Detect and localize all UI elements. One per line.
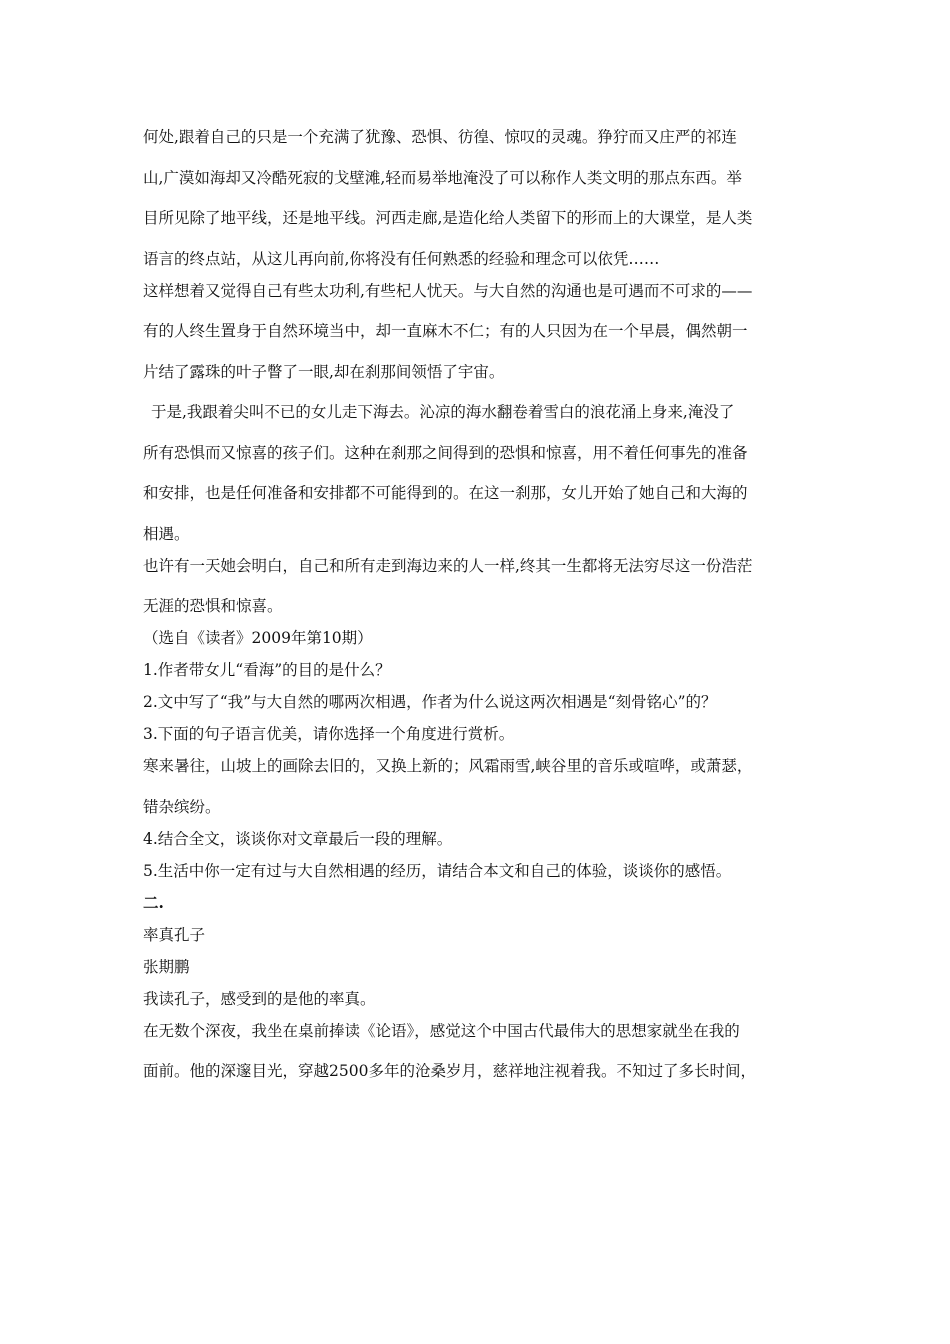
paragraph-line: 这样想着又觉得自己有些太功利,有些杞人忧天。与大自然的沟通也是可遇而不可求的—— [143, 281, 753, 300]
paragraph-line: 山,广漠如海却又冷酷死寂的戈壁滩,轻而易举地淹没了可以称作人类文明的那点东西。举 [143, 168, 742, 187]
paragraph-line: 也许有一天她会明白，自己和所有走到海边来的人一样,终其一生都将无法穷尽这一份浩茫 [143, 556, 753, 575]
question-item: 2.文中写了“我”与大自然的哪两次相遇，作者为什么说这两次相遇是“刻骨铭心”的？ [143, 693, 717, 711]
paragraph-line: 面前。他的深邃目光，穿越2500多年的沧桑岁月，慈祥地注视着我。不知过了多长时间， [143, 1062, 756, 1080]
paragraph-nature [143, 278, 803, 400]
paragraph-line: 片结了露珠的叶子瞥了一眼,却在刹那间领悟了宇宙。 [143, 362, 505, 381]
paragraph-line: 目所见除了地平线，还是地平线。河西走廊,是造化给人类留下的形而上的大课堂，是人类 [143, 209, 753, 227]
paragraph-ending [143, 553, 803, 626]
document-body [143, 124, 803, 1099]
quote-line: 错杂缤纷。 [143, 797, 221, 816]
section-heading: 二. [143, 892, 164, 912]
question-item: 4.结合全文，谈谈你对文章最后一段的理解。 [143, 829, 453, 848]
question-item: 1.作者带女儿“看海”的目的是什么？ [143, 661, 391, 679]
paragraph-line: 何处,跟着自己的只是一个充满了犹豫、恐惧、彷徨、惊叹的灵魂。狰狞而又庄严的祁连 [143, 128, 737, 146]
paragraph-line: 所有恐惧而又惊喜的孩子们。这种在刹那之间得到的恐惧和惊喜，用不着任何事先的准备 [143, 443, 748, 462]
paragraph-line: 无涯的恐惧和惊喜。 [143, 597, 283, 615]
paragraph-line: 语言的终点站，从这儿再向前,你将没有任何熟悉的经验和理念可以依凭…… [143, 249, 660, 268]
source-citation: （选自《读者》2009年第10期） [143, 629, 373, 647]
question-list [143, 657, 803, 890]
question-item: 5.生活中你一定有过与大自然相遇的经历，请结合本文和自己的体验，谈谈你的感悟。 [143, 861, 732, 880]
quote-line: 寒来暑往，山坡上的画除去旧的，又换上新的；风霜雨雪,峡谷里的音乐或喧哗，或萧瑟， [143, 757, 753, 775]
paragraph-sea [143, 399, 803, 553]
paragraph-line: 在无数个深夜，我坐在桌前捧读《论语》，感觉这个中国古代最伟大的思想家就坐在我的 [143, 1021, 740, 1040]
essay-paragraph [143, 1018, 803, 1099]
essay-title: 率真孔子 [143, 925, 206, 944]
paragraph-line: 相遇。 [143, 524, 190, 543]
paragraph-line: 于是,我跟着尖叫不已的女儿走下海去。沁凉的海水翻卷着雪白的浪花涌上身来,淹没了 [151, 403, 735, 421]
essay-author: 张期鹏 [143, 957, 190, 976]
essay-intro: 我读孔子，感受到的是他的率真。 [143, 989, 376, 1008]
paragraph-line: 和安排，也是任何准备和安排都不可能得到的。在这一刹那，女儿开始了她自己和大海的 [143, 484, 748, 502]
question-item: 3.下面的句子语言优美，请你选择一个角度进行赏析。 [143, 725, 515, 743]
paragraph-line: 有的人终生置身于自然环境当中，却一直麻木不仁；有的人只因为在一个早晨，偶然朝一 [143, 322, 748, 340]
paragraph-hexi [143, 124, 803, 278]
